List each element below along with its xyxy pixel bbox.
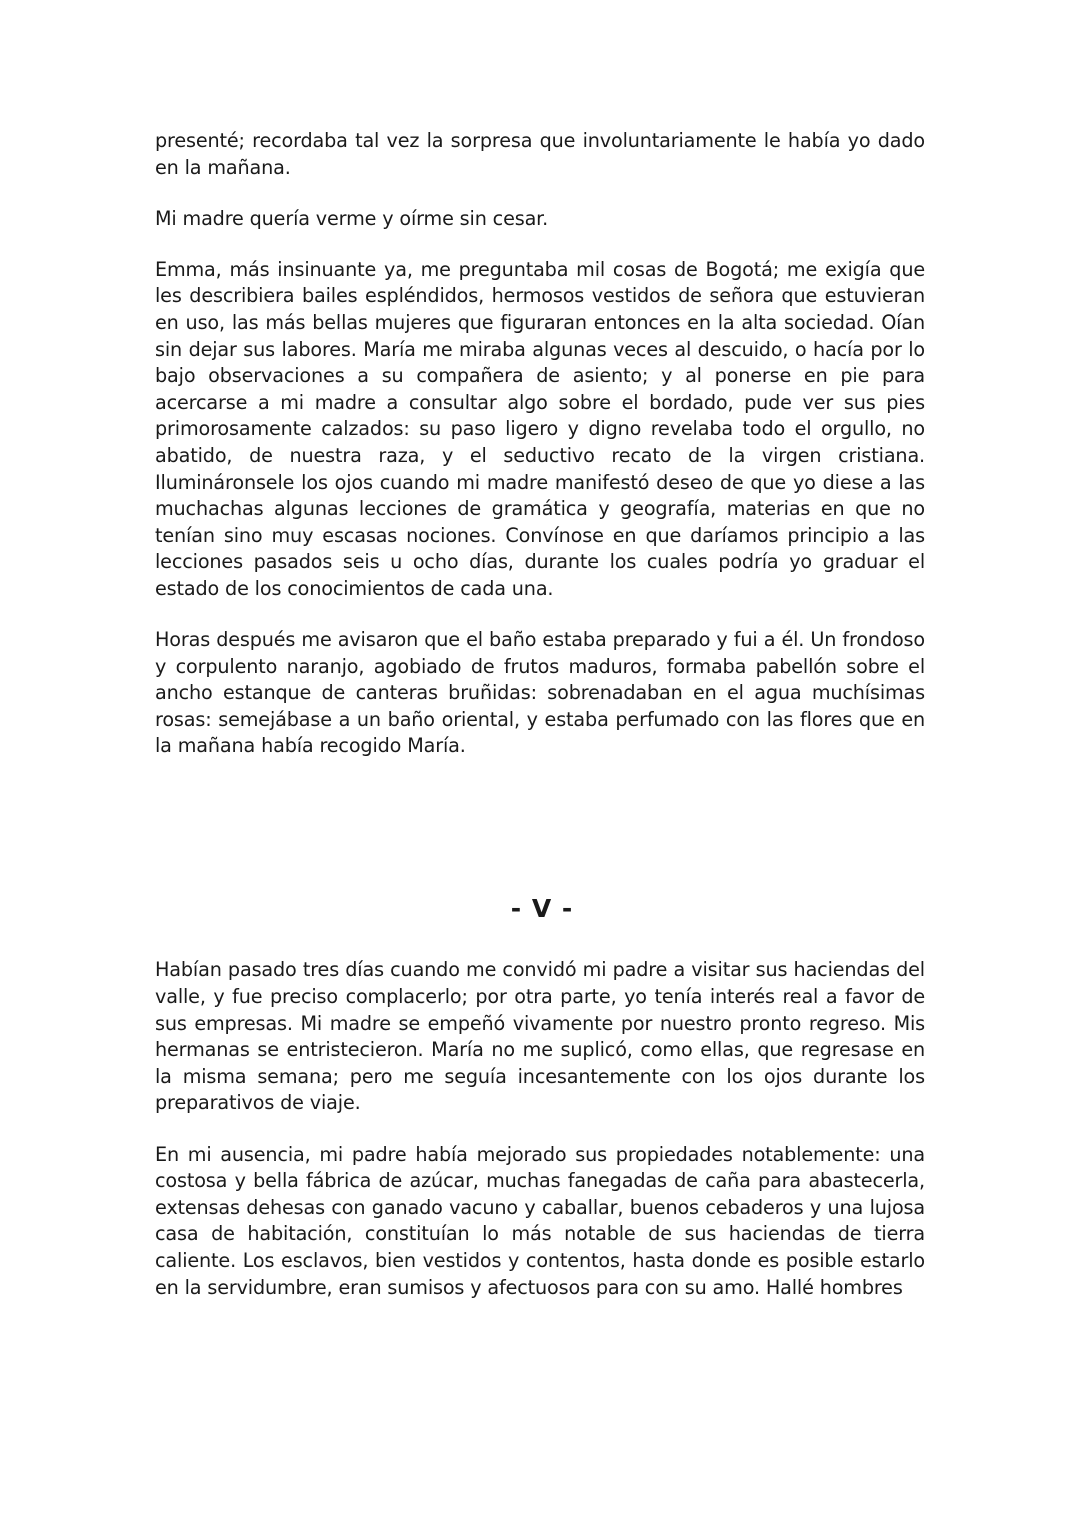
document-page — [155, 128, 925, 1326]
chapter-heading: - V - — [510, 894, 574, 924]
paragraph: presenté; recordaba tal vez la sorpresa que involuntariamente le había yo dado en la mañana. — [155, 129, 925, 179]
paragraph: En mi ausencia, mi padre había mejorado sus propiedades notablemente: una costosa y bella fábrica de azúcar, muchas fanegadas de caña para abastecerla, extensas dehesas con ganado vacuno y caballar, buenos cebaderos y una lujosa casa de habitación, constituían lo más notable de sus haciendas de tierra caliente. Los esclavos, bien vestidos y contentos, hasta donde es posible estarlo en la servidumbre, eran sumisos y afectuosos para con su amo. Hallé hombres — [155, 1142, 925, 1299]
previous-chapter-continuation — [155, 128, 925, 760]
paragraph: Emma, más insinuante ya, me preguntaba mil cosas de Bogotá; me exigía que les describiera bailes espléndidos, hermosos vestidos de señora que estuvieran en uso, las más bellas mujeres que figuraran entonces en la alta sociedad. Oían sin dejar sus labores. María me miraba algunas veces al descuido, o hacía por lo bajo observaciones a su compañera de asiento; y al ponerse en pie para acercarse a mi madre a consultar algo sobre el bordado, pude ver sus pies primorosamente calzados: su paso ligero y digno revelaba todo el orgullo, no abatido, de nuestra raza, y el seductivo recato de la virgen cristiana. Ilumináronsele los ojos cuando mi madre manifestó deseo de que yo diese a las muchachas algunas lecciones de gramática y geografía, materias en que no tenían sino muy escasas nociones. Convínose en que daríamos principio a las lecciones pasados seis u ocho días, durante los cuales podría yo graduar el estado de los conocimientos de cada una. — [155, 257, 925, 600]
chapter-v — [155, 894, 925, 1301]
paragraph: Habían pasado tres días cuando me convidó mi padre a visitar sus haciendas del valle, y fue preciso complacerlo; por otra parte, yo tenía interés real a favor de sus empresas. Mi madre se empeñó vivamente por nuestro pronto regreso. Mis hermanas se entristecieron. María no me suplicó, como ellas, que regresase en la misma semana; pero me seguía incesantemente con los ojos durante los preparativos de viaje. — [155, 958, 925, 1115]
chapter-spacer — [155, 784, 925, 894]
paragraph: Mi madre quería verme y oírme sin cesar. — [155, 206, 549, 230]
paragraph: Horas después me avisaron que el baño estaba preparado y fui a él. Un frondoso y corpulento naranjo, agobiado de frutos maduros, formaba pabellón sobre el ancho estanque de canteras bruñidas: sobrenadaban en el agua muchísimas rosas: semejábase a un baño oriental, y estaba perfumado con las flores que en la mañana había recogido María. — [155, 628, 925, 758]
